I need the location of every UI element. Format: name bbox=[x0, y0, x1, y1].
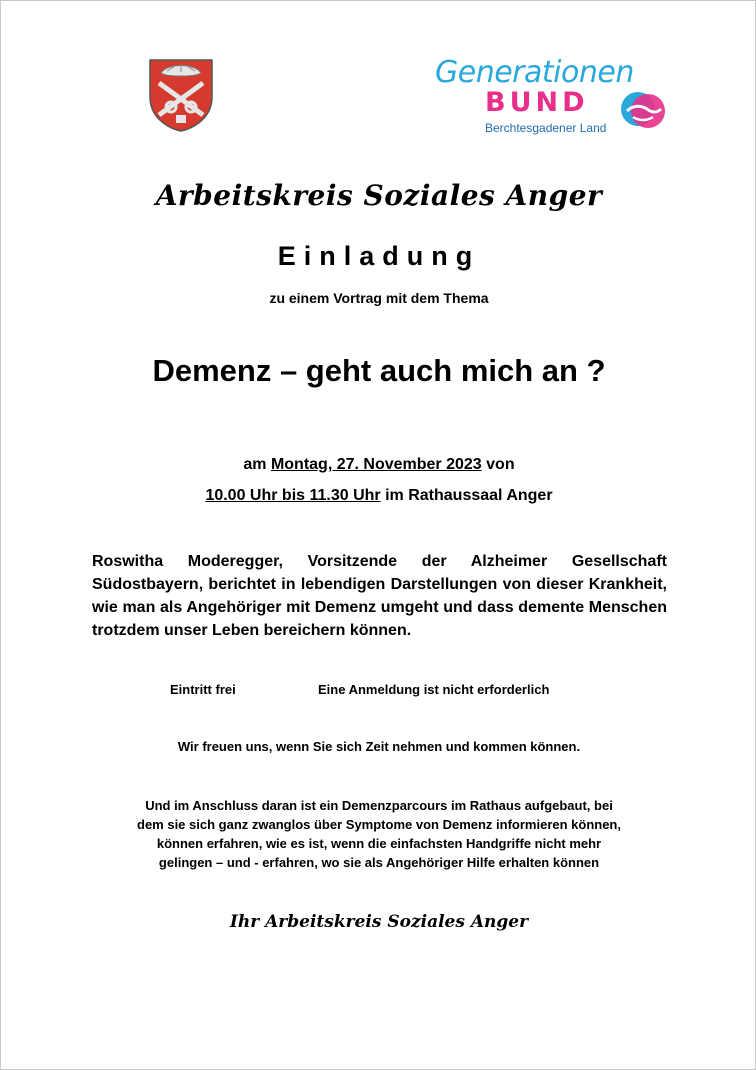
event-time: 10.00 Uhr bis 11.30 Uhr bbox=[205, 487, 381, 504]
lecture-topic: Demenz – geht auch mich an ? bbox=[152, 353, 606, 388]
date-suffix: von bbox=[486, 456, 515, 473]
closing-line: können erfahren, wie es ist, wenn die einfachsten Handgriffe nicht mehr bbox=[156, 836, 602, 851]
closing-line: gelingen – und - erfahren, wo sie als Angehöriger Hilfe erhalten können bbox=[158, 855, 600, 870]
lecture-subtitle: zu einem Vortrag mit dem Thema bbox=[269, 290, 489, 306]
welcome-text: Wir freuen uns, wenn Sie sich Zeit nehmen und kommen können. bbox=[177, 739, 581, 754]
handshake-icon bbox=[619, 87, 667, 133]
event-date-line bbox=[1, 456, 756, 474]
event-place: im Rathaussaal Anger bbox=[385, 487, 553, 504]
admission-free: Eintritt frei bbox=[170, 682, 236, 697]
registration-note: Eine Anmeldung ist nicht erforderlich bbox=[318, 682, 550, 697]
signature: Ihr Arbeitskreis Soziales Anger bbox=[229, 912, 529, 932]
invitation-title: Einladung bbox=[277, 241, 481, 271]
generationenbund-logo bbox=[433, 55, 679, 139]
date-prefix: am bbox=[243, 456, 267, 473]
speaker-description: Roswitha Moderegger, Vorsitzende der Alzheimer Gesellschaft Südostbayern, berichtet in lebendigen Darstellungen von dieser Krankheit, wie man als Angehöriger mit Demenz umgeht und dass demente Menschen trotzdem unser Leben bereichern können. bbox=[92, 553, 667, 639]
logo-region-text: Berchtesgadener Land bbox=[485, 121, 607, 135]
coat-of-arms-icon bbox=[147, 57, 215, 133]
logo-bund-text: BUND bbox=[485, 87, 589, 118]
closing-line: dem sie sich ganz zwanglos über Symptome von Demenz informieren können, bbox=[137, 817, 621, 832]
closing-paragraph bbox=[61, 796, 697, 872]
logo-generationen-text: Generationen bbox=[435, 55, 634, 90]
organization-heading: Arbeitskreis Soziales Anger bbox=[155, 179, 603, 212]
event-date: Montag, 27. November 2023 bbox=[270, 456, 482, 473]
closing-line: Und im Anschluss daran ist ein Demenzparcours im Rathaus aufgebaut, bei bbox=[145, 798, 613, 813]
event-time-line bbox=[1, 487, 756, 505]
